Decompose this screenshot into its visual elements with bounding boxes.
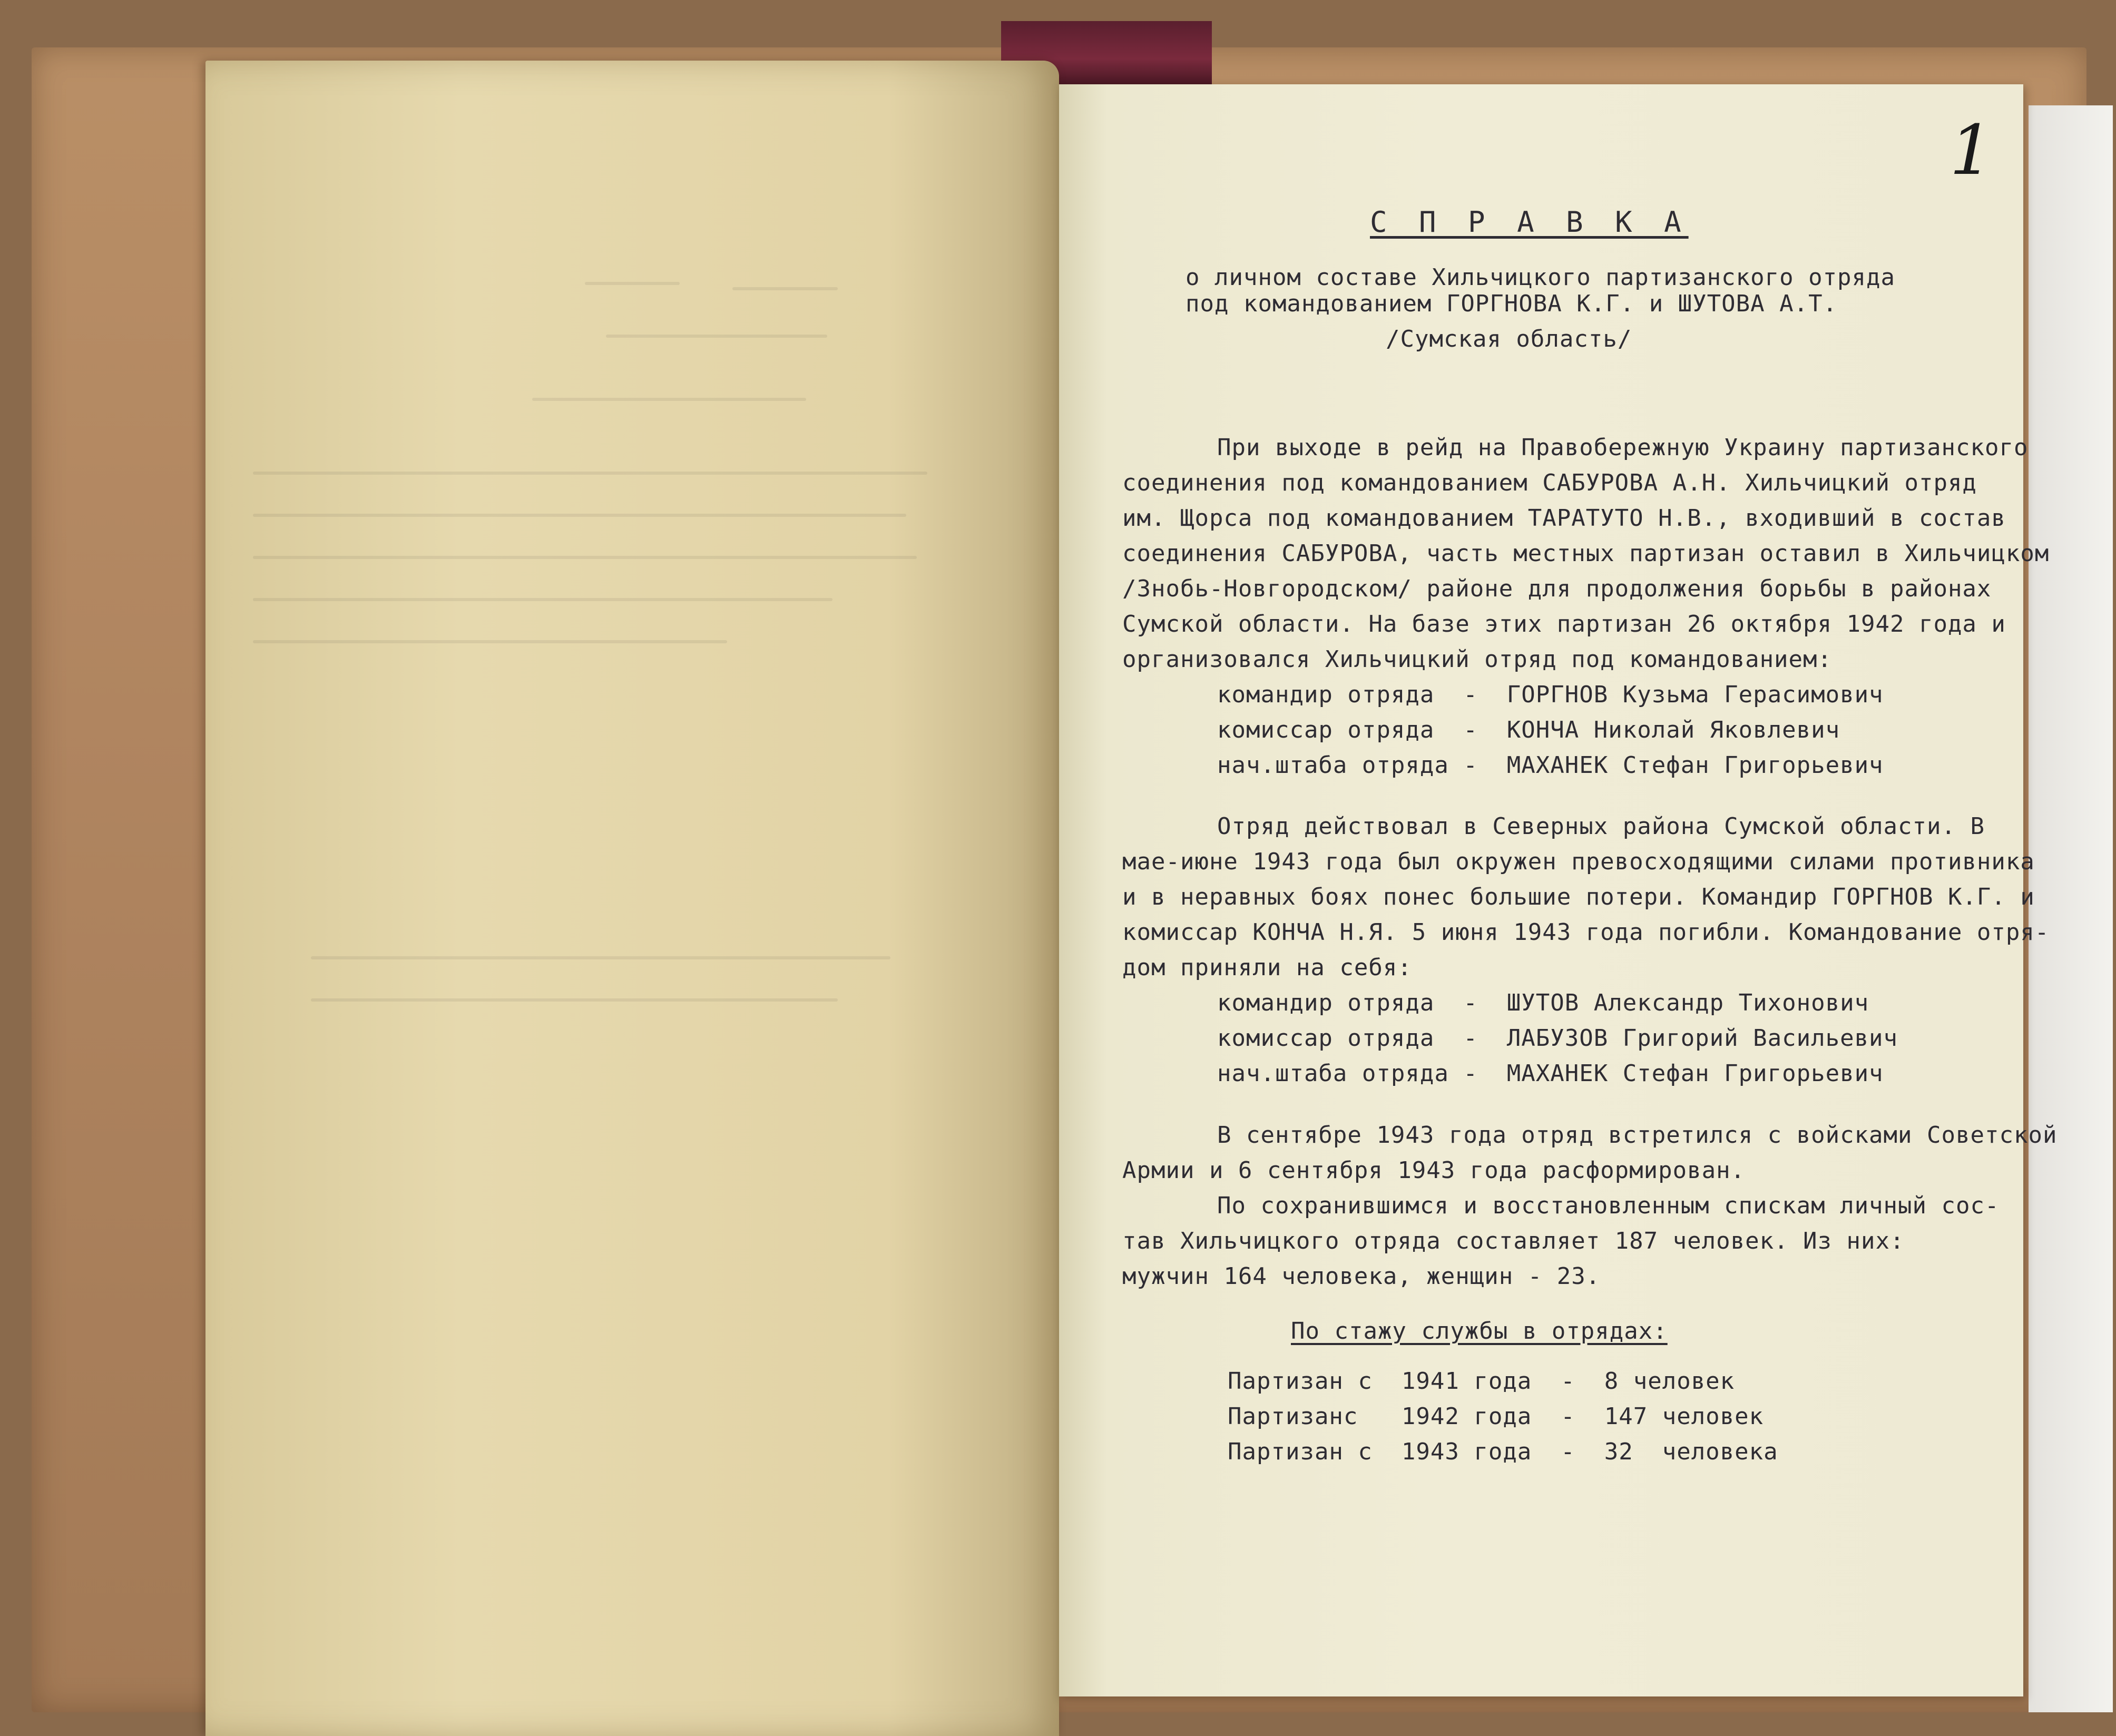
paragraph-line: соединения САБУРОВА, часть местных партизан оставил в Хильчицком	[1122, 540, 2050, 567]
command-line: комиссар отряда - КОНЧА Николай Яковлевич	[1217, 717, 1840, 743]
bleed-through-mark	[253, 598, 832, 601]
paragraph-line: и в неравных боях понес большие потери. Командир ГОРГНОВ К.Г. и	[1122, 884, 2035, 910]
subtitle-line: под командованием ГОРГНОВА К.Г. и ШУТОВА А.Т.	[1186, 290, 1838, 317]
paragraph-line: Отряд действовал в Северных района Сумской области. В	[1217, 813, 1985, 840]
paragraph-line: В сентябре 1943 года отряд встретился с войсками Советской	[1217, 1122, 2058, 1149]
command-line: командир отряда - ШУТОВ Александр Тихонович	[1217, 989, 1869, 1016]
command-line: комиссар отряда - ЛАБУЗОВ Григорий Васильевич	[1217, 1025, 1898, 1052]
subtitle-line: о личном составе Хильчицкого партизанского отряда	[1186, 264, 1896, 291]
service-line: Партизан с 1941 года - 8 человек	[1228, 1368, 1735, 1395]
command-line: командир отряда - ГОРГНОВ Кузьма Герасимович	[1217, 681, 1884, 708]
bleed-through-mark	[732, 287, 838, 290]
paragraph-line: При выходе в рейд на Правобережную Украину партизанского	[1217, 434, 2029, 461]
paragraph-line: организовался Хильчицкий отряд под командованием:	[1122, 646, 1833, 673]
paragraph-line: соединения под командованием САБУРОВА А.Н. Хильчицкий отряд	[1122, 469, 1977, 496]
paragraph-line: мужчин 164 человека, женщин - 23.	[1122, 1263, 1601, 1290]
paragraph-line: Армии и 6 сентября 1943 года расформирован.	[1122, 1157, 1746, 1184]
command-line: нач.штаба отряда - МАХАНЕК Стефан Григорьевич	[1217, 1060, 1884, 1087]
paragraph-line: /Знобь-Новгородском/ районе для продолжения борьбы в районах	[1122, 575, 1992, 602]
bleed-through-mark	[253, 556, 917, 559]
document-title: С П Р А В К А	[1370, 205, 1689, 239]
bleed-through-mark	[311, 956, 890, 959]
service-heading: По стажу службы в отрядах:	[1291, 1318, 1668, 1345]
paragraph-line: По сохранившимся и восстановленным спискам личный сос-	[1217, 1192, 2000, 1219]
left-page-blank	[205, 61, 1059, 1736]
paragraph-line: тав Хильчицкого отряда составляет 187 человек. Из них:	[1122, 1228, 1905, 1254]
paragraph-line: комиссар КОНЧА Н.Я. 5 июня 1943 года погибли. Командование отря-	[1122, 919, 2050, 946]
back-sheet	[2029, 105, 2113, 1712]
paragraph-line: мае-июне 1943 года был окружен превосходящими силами противника	[1122, 848, 2035, 875]
paragraph-line: Сумской области. На базе этих партизан 26 октября 1942 года и	[1122, 611, 2006, 637]
bleed-through-mark	[585, 282, 680, 285]
service-line: Партизанс 1942 года - 147 человек	[1228, 1403, 1764, 1430]
bleed-through-mark	[253, 472, 927, 475]
service-line: Партизан с 1943 года - 32 человека	[1228, 1438, 1778, 1465]
bleed-through-mark	[606, 335, 827, 338]
paragraph-line: дом приняли на себя:	[1122, 954, 1412, 981]
bleed-through-mark	[253, 640, 727, 643]
subtitle-region: /Сумская область/	[1386, 326, 1632, 352]
bleed-through-mark	[253, 514, 906, 517]
bleed-through-mark	[532, 398, 806, 401]
bleed-through-mark	[311, 998, 838, 1002]
page-number: 1	[1950, 110, 1993, 190]
document-page	[1059, 84, 2058, 1696]
command-line: нач.штаба отряда - МАХАНЕК Стефан Григорьевич	[1217, 752, 1884, 779]
paragraph-line: им. Щорса под командованием ТАРАТУТО Н.В., входивший в состав	[1122, 505, 2006, 532]
